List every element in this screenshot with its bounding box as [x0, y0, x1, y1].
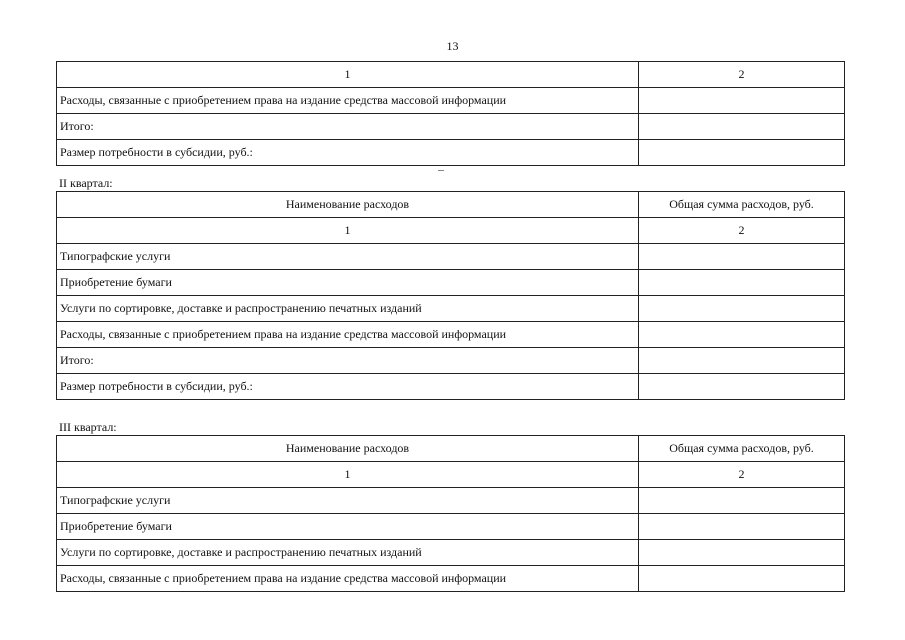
quarter3-table: [56, 435, 845, 592]
expense-name-cell: Размер потребности в субсидии, руб.:: [57, 140, 639, 166]
expense-amount-cell: [639, 514, 845, 540]
header-total-amount: Общая сумма расходов, руб.: [639, 192, 845, 218]
table-row: [57, 540, 845, 566]
column-number-1: 1: [57, 462, 639, 488]
expense-amount-cell: [639, 114, 845, 140]
table-row: [57, 348, 845, 374]
expense-amount-cell: [639, 88, 845, 114]
column-number-row: [57, 62, 845, 88]
page-number: 13: [446, 39, 459, 53]
table-row: [57, 270, 845, 296]
table-row: [57, 244, 845, 270]
expense-name-cell: Размер потребности в субсидии, руб.:: [57, 374, 639, 400]
table-row: [57, 374, 845, 400]
expense-amount-cell: [639, 296, 845, 322]
column-number-1: 1: [57, 218, 639, 244]
column-number-1: 1: [57, 62, 639, 88]
expense-amount-cell: [639, 374, 845, 400]
header-row: [57, 436, 845, 462]
header-row: [57, 192, 845, 218]
expense-amount-cell: [639, 244, 845, 270]
expense-name-cell: Итого:: [57, 348, 639, 374]
quarter3-caption: III квартал:: [59, 420, 117, 434]
expense-amount-cell: [639, 322, 845, 348]
column-number-2: 2: [639, 462, 845, 488]
expenses-table-continued: [56, 61, 845, 166]
quarter2-caption: II квартал:: [59, 176, 113, 190]
expense-name-cell: Типографские услуги: [57, 488, 639, 514]
column-number-2: 2: [639, 218, 845, 244]
expense-name-cell: Услуги по сортировке, доставке и распространению печатных изданий: [57, 540, 639, 566]
expense-name-cell: Итого:: [57, 114, 639, 140]
column-number-row: [57, 462, 845, 488]
expense-amount-cell: [639, 566, 845, 592]
table-row: [57, 296, 845, 322]
expense-name-cell: Приобретение бумаги: [57, 270, 639, 296]
table-row: [57, 514, 845, 540]
header-expense-name: Наименование расходов: [57, 436, 639, 462]
column-number-row: [57, 218, 845, 244]
table-row: [57, 140, 845, 166]
expense-name-cell: Расходы, связанные с приобретением права на издание средства массовой информации: [57, 566, 639, 592]
expense-amount-cell: [639, 488, 845, 514]
header-expense-name: Наименование расходов: [57, 192, 639, 218]
table-row: [57, 488, 845, 514]
table-row: [57, 322, 845, 348]
column-number-2: 2: [639, 62, 845, 88]
expense-amount-cell: [639, 540, 845, 566]
header-total-amount: Общая сумма расходов, руб.: [639, 436, 845, 462]
table-row: [57, 88, 845, 114]
table-row: [57, 114, 845, 140]
expense-amount-cell: [639, 140, 845, 166]
table-row: [57, 566, 845, 592]
divider-mark: [438, 170, 444, 171]
expense-name-cell: Типографские услуги: [57, 244, 639, 270]
expense-name-cell: Расходы, связанные с приобретением права на издание средства массовой информации: [57, 88, 639, 114]
expense-amount-cell: [639, 348, 845, 374]
expense-amount-cell: [639, 270, 845, 296]
expense-name-cell: Услуги по сортировке, доставке и распространению печатных изданий: [57, 296, 639, 322]
expense-name-cell: Приобретение бумаги: [57, 514, 639, 540]
quarter2-table: [56, 191, 845, 400]
expense-name-cell: Расходы, связанные с приобретением права на издание средства массовой информации: [57, 322, 639, 348]
